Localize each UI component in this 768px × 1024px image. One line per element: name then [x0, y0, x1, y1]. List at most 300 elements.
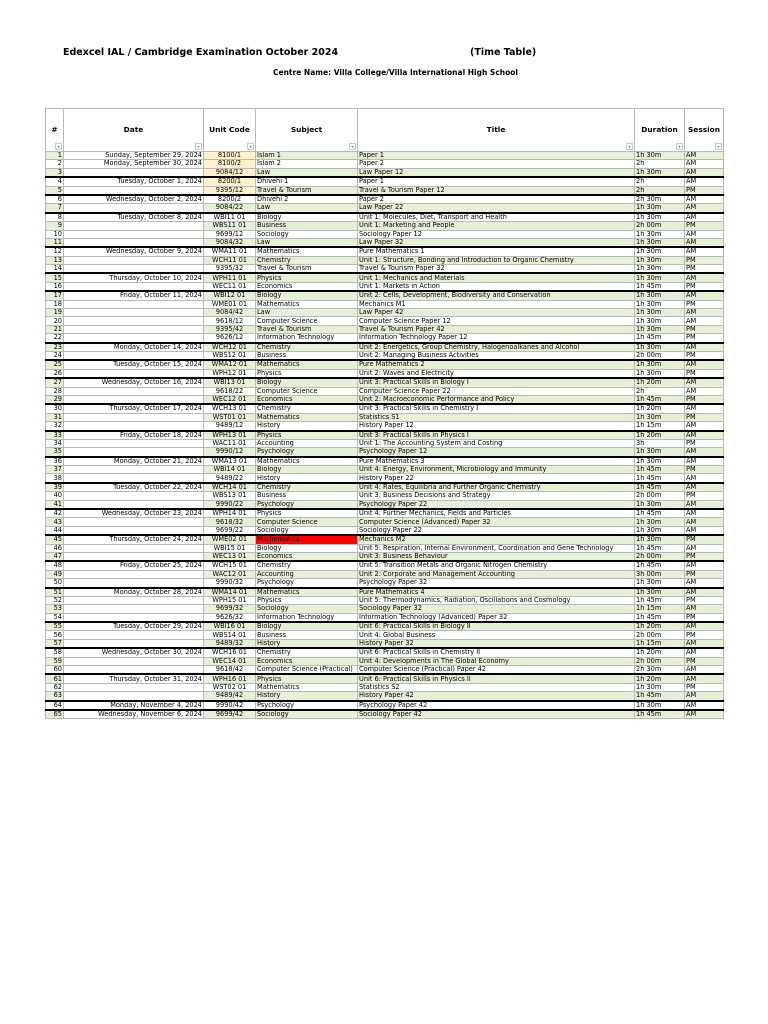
date-cell[interactable]: Wednesday, October 16, 2024	[64, 378, 204, 387]
unit-code-cell[interactable]: WBS11 01	[204, 222, 256, 230]
table-row[interactable]	[46, 466, 724, 474]
date-cell[interactable]: Tuesday, October 22, 2024	[64, 483, 204, 492]
title-cell[interactable]: Unit 4: Further Mechanics, Fields and Particles	[358, 509, 635, 518]
subject-cell[interactable]: Mathematics	[256, 457, 358, 466]
row-number-cell[interactable]: 41	[46, 500, 64, 509]
subject-cell[interactable]: Chemistry	[256, 483, 358, 492]
date-cell[interactable]	[64, 309, 204, 317]
unit-code-cell[interactable]: WPH12 01	[204, 369, 256, 378]
subject-cell[interactable]: Business	[256, 631, 358, 639]
title-cell[interactable]: Unit 3: Practical Skills in Chemistry I	[358, 404, 635, 413]
title-cell[interactable]: Unit 5: Thermodynamics, Radiation, Oscillations and Cosmology	[358, 596, 635, 604]
title-cell[interactable]: Travel & Tourism Paper 32	[358, 265, 635, 274]
unit-code-cell[interactable]: WMA11 01	[204, 247, 256, 256]
duration-cell[interactable]: 1h 30m	[635, 300, 685, 308]
duration-cell[interactable]: 1h 20m	[635, 404, 685, 413]
row-number-cell[interactable]: 20	[46, 317, 64, 325]
unit-code-cell[interactable]: WBI13 01	[204, 378, 256, 387]
date-cell[interactable]	[64, 422, 204, 431]
subject-cell[interactable]: Accounting	[256, 570, 358, 578]
unit-code-cell[interactable]: 9990/12	[204, 448, 256, 457]
table-row[interactable]	[46, 666, 724, 675]
session-cell[interactable]: AM	[685, 273, 724, 282]
table-row[interactable]	[46, 343, 724, 352]
title-cell[interactable]: Unit 6: Practical Skills in Physics II	[358, 674, 635, 683]
table-row[interactable]	[46, 186, 724, 195]
date-cell[interactable]	[64, 605, 204, 613]
date-cell[interactable]	[64, 692, 204, 701]
subject-cell[interactable]: Law	[256, 238, 358, 247]
session-cell[interactable]: AM	[685, 378, 724, 387]
date-cell[interactable]	[64, 552, 204, 561]
table-row[interactable]	[46, 692, 724, 701]
duration-cell[interactable]: 1h 30m	[635, 256, 685, 264]
subject-cell[interactable]: Sociology	[256, 230, 358, 238]
unit-code-cell[interactable]: 9084/32	[204, 238, 256, 247]
row-number-cell[interactable]: 38	[46, 474, 64, 483]
date-cell[interactable]	[64, 657, 204, 665]
subject-cell[interactable]: Biology	[256, 544, 358, 552]
subject-cell[interactable]: Islam 2	[256, 160, 358, 168]
session-cell[interactable]: PM	[685, 570, 724, 578]
title-cell[interactable]: Law Paper 22	[358, 204, 635, 213]
unit-code-cell[interactable]: 9489/32	[204, 639, 256, 648]
duration-cell[interactable]: 1h 45m	[635, 334, 685, 343]
date-cell[interactable]	[64, 204, 204, 213]
duration-cell[interactable]: 1h 45m	[635, 466, 685, 474]
duration-cell[interactable]: 2h	[635, 177, 685, 186]
date-cell[interactable]	[64, 265, 204, 274]
row-number-cell[interactable]: 1	[46, 152, 64, 160]
row-number-cell[interactable]: 25	[46, 360, 64, 369]
table-row[interactable]	[46, 300, 724, 308]
table-row[interactable]	[46, 613, 724, 622]
table-row[interactable]	[46, 596, 724, 604]
table-row[interactable]	[46, 500, 724, 509]
session-cell[interactable]: PM	[685, 535, 724, 544]
subject-cell[interactable]: Islam 1	[256, 152, 358, 160]
duration-cell[interactable]: 1h 30m	[635, 168, 685, 177]
unit-code-cell[interactable]: 9699/12	[204, 230, 256, 238]
subject-cell[interactable]: Biology	[256, 466, 358, 474]
filter-dropdown-icon[interactable]: ▾	[195, 143, 202, 150]
title-cell[interactable]: Unit 2: Macroeconomic Performance and Policy	[358, 395, 635, 404]
table-row[interactable]	[46, 177, 724, 186]
filter-dropdown-icon[interactable]: ▾	[55, 143, 62, 150]
filter-dropdown-icon[interactable]: ▾	[626, 143, 633, 150]
subject-cell[interactable]: History	[256, 692, 358, 701]
row-number-cell[interactable]: 53	[46, 605, 64, 613]
session-cell[interactable]: PM	[685, 334, 724, 343]
duration-cell[interactable]: 1h 20m	[635, 378, 685, 387]
session-cell[interactable]: PM	[685, 300, 724, 308]
table-row[interactable]	[46, 639, 724, 648]
title-cell[interactable]: Law Paper 32	[358, 238, 635, 247]
table-row[interactable]	[46, 431, 724, 440]
session-cell[interactable]: AM	[685, 474, 724, 483]
title-cell[interactable]: Information Technology Paper 12	[358, 334, 635, 343]
unit-code-cell[interactable]: 9618/22	[204, 387, 256, 395]
session-cell[interactable]: AM	[685, 247, 724, 256]
session-cell[interactable]: AM	[685, 457, 724, 466]
session-cell[interactable]: AM	[685, 204, 724, 213]
subject-cell[interactable]: Computer Science	[256, 387, 358, 395]
row-number-cell[interactable]: 7	[46, 204, 64, 213]
session-cell[interactable]: AM	[685, 431, 724, 440]
col-header-session[interactable]: Session ▾	[685, 109, 724, 152]
duration-cell[interactable]: 1h 30m	[635, 317, 685, 325]
unit-code-cell[interactable]: 9990/32	[204, 579, 256, 588]
duration-cell[interactable]: 2h 00m	[635, 631, 685, 639]
duration-cell[interactable]: 1h 45m	[635, 483, 685, 492]
session-cell[interactable]: PM	[685, 282, 724, 291]
table-row[interactable]	[46, 238, 724, 247]
duration-cell[interactable]: 1h 30m	[635, 343, 685, 352]
duration-cell[interactable]: 1h 45m	[635, 692, 685, 701]
date-cell[interactable]: Tuesday, October 29, 2024	[64, 622, 204, 631]
table-row[interactable]	[46, 509, 724, 518]
session-cell[interactable]: PM	[685, 395, 724, 404]
unit-code-cell[interactable]: 9489/12	[204, 422, 256, 431]
subject-cell[interactable]: Chemistry	[256, 256, 358, 264]
row-number-cell[interactable]: 6	[46, 195, 64, 204]
title-cell[interactable]: Pure Mathematics 4	[358, 588, 635, 597]
title-cell[interactable]: Psychology Paper 22	[358, 500, 635, 509]
session-cell[interactable]: AM	[685, 639, 724, 648]
subject-cell[interactable]: Mathematics	[256, 413, 358, 421]
date-cell[interactable]	[64, 596, 204, 604]
table-row[interactable]	[46, 204, 724, 213]
title-cell[interactable]: Paper 2	[358, 195, 635, 204]
unit-code-cell[interactable]: 8200/1	[204, 177, 256, 186]
title-cell[interactable]: Pure Mathematics 2	[358, 360, 635, 369]
title-cell[interactable]: History Paper 22	[358, 474, 635, 483]
date-cell[interactable]	[64, 413, 204, 421]
col-header-subject[interactable]: Subject ▾	[256, 109, 358, 152]
unit-code-cell[interactable]: WME02 01	[204, 535, 256, 544]
date-cell[interactable]	[64, 395, 204, 404]
table-row[interactable]	[46, 387, 724, 395]
table-row[interactable]	[46, 683, 724, 691]
row-number-cell[interactable]: 2	[46, 160, 64, 168]
date-cell[interactable]	[64, 500, 204, 509]
unit-code-cell[interactable]: 9395/12	[204, 186, 256, 195]
duration-cell[interactable]: 1h 45m	[635, 561, 685, 570]
date-cell[interactable]	[64, 282, 204, 291]
table-row[interactable]	[46, 483, 724, 492]
col-header-duration[interactable]: Duration ▾	[635, 109, 685, 152]
title-cell[interactable]: Psychology Paper 12	[358, 448, 635, 457]
date-cell[interactable]	[64, 570, 204, 578]
row-number-cell[interactable]: 61	[46, 674, 64, 683]
title-cell[interactable]: Mechanics M1	[358, 300, 635, 308]
date-cell[interactable]: Thursday, October 31, 2024	[64, 674, 204, 683]
session-cell[interactable]: AM	[685, 195, 724, 204]
title-cell[interactable]: Computer Science (Advanced) Paper 32	[358, 518, 635, 526]
title-cell[interactable]: Unit 4: Global Business	[358, 631, 635, 639]
unit-code-cell[interactable]: WAC12 01	[204, 570, 256, 578]
duration-cell[interactable]: 2h 00m	[635, 492, 685, 500]
title-cell[interactable]: Pure Mathematics 3	[358, 457, 635, 466]
table-row[interactable]	[46, 291, 724, 300]
duration-cell[interactable]: 1h 45m	[635, 544, 685, 552]
row-number-cell[interactable]: 49	[46, 570, 64, 578]
table-row[interactable]	[46, 648, 724, 657]
date-cell[interactable]	[64, 238, 204, 247]
row-number-cell[interactable]: 11	[46, 238, 64, 247]
date-cell[interactable]: Monday, October 14, 2024	[64, 343, 204, 352]
unit-code-cell[interactable]: WAC11 01	[204, 439, 256, 447]
table-row[interactable]	[46, 457, 724, 466]
table-row[interactable]	[46, 351, 724, 360]
date-cell[interactable]	[64, 186, 204, 195]
unit-code-cell[interactable]: 9395/32	[204, 265, 256, 274]
title-cell[interactable]: Unit 2: Cells, Development, Biodiversity and Conservation	[358, 291, 635, 300]
unit-code-cell[interactable]: WMA12 01	[204, 360, 256, 369]
title-cell[interactable]: Unit 1: Markets in Action	[358, 282, 635, 291]
table-row[interactable]	[46, 282, 724, 291]
unit-code-cell[interactable]: 9395/42	[204, 325, 256, 333]
title-cell[interactable]: Pure Mathematics 1	[358, 247, 635, 256]
row-number-cell[interactable]: 4	[46, 177, 64, 186]
session-cell[interactable]: PM	[685, 256, 724, 264]
date-cell[interactable]: Tuesday, October 1, 2024	[64, 177, 204, 186]
title-cell[interactable]: Unit 1: Molecules, Diet, Transport and Health	[358, 213, 635, 222]
duration-cell[interactable]: 1h 30m	[635, 500, 685, 509]
table-row[interactable]	[46, 152, 724, 160]
unit-code-cell[interactable]: WBI12 01	[204, 291, 256, 300]
table-row[interactable]	[46, 256, 724, 264]
duration-cell[interactable]: 1h 30m	[635, 247, 685, 256]
duration-cell[interactable]: 3h	[635, 439, 685, 447]
date-cell[interactable]: Thursday, October 24, 2024	[64, 535, 204, 544]
table-row[interactable]	[46, 518, 724, 526]
title-cell[interactable]: Information Technology (Advanced) Paper 32	[358, 613, 635, 622]
table-row[interactable]	[46, 570, 724, 578]
unit-code-cell[interactable]: 9699/22	[204, 526, 256, 535]
unit-code-cell[interactable]: 9084/42	[204, 309, 256, 317]
date-cell[interactable]	[64, 518, 204, 526]
subject-cell[interactable]: Psychology	[256, 500, 358, 509]
row-number-cell[interactable]: 30	[46, 404, 64, 413]
subject-cell[interactable]: Dhivehi 2	[256, 195, 358, 204]
row-number-cell[interactable]: 43	[46, 518, 64, 526]
unit-code-cell[interactable]: WPH14 01	[204, 509, 256, 518]
table-row[interactable]	[46, 422, 724, 431]
row-number-cell[interactable]: 57	[46, 639, 64, 648]
duration-cell[interactable]: 1h 30m	[635, 360, 685, 369]
unit-code-cell[interactable]: WEC11 01	[204, 282, 256, 291]
row-number-cell[interactable]: 19	[46, 309, 64, 317]
duration-cell[interactable]: 2h 30m	[635, 195, 685, 204]
subject-cell[interactable]: Physics	[256, 596, 358, 604]
date-cell[interactable]: Monday, October 28, 2024	[64, 588, 204, 597]
duration-cell[interactable]: 1h 30m	[635, 535, 685, 544]
subject-cell[interactable]: Psychology	[256, 579, 358, 588]
title-cell[interactable]: Unit 5: Transition Metals and Organic Nitrogen Chemistry	[358, 561, 635, 570]
row-number-cell[interactable]: 28	[46, 387, 64, 395]
title-cell[interactable]: Statistics S1	[358, 413, 635, 421]
subject-cell[interactable]: Physics	[256, 509, 358, 518]
table-row[interactable]	[46, 247, 724, 256]
unit-code-cell[interactable]: 8100/2	[204, 160, 256, 168]
date-cell[interactable]	[64, 369, 204, 378]
row-number-cell[interactable]: 14	[46, 265, 64, 274]
session-cell[interactable]: AM	[685, 177, 724, 186]
subject-cell[interactable]: Travel & Tourism	[256, 325, 358, 333]
title-cell[interactable]: History Paper 32	[358, 639, 635, 648]
table-row[interactable]	[46, 160, 724, 168]
subject-cell[interactable]: Psychology	[256, 448, 358, 457]
unit-code-cell[interactable]: WBS12 01	[204, 351, 256, 360]
session-cell[interactable]: AM	[685, 588, 724, 597]
row-number-cell[interactable]: 16	[46, 282, 64, 291]
subject-cell[interactable]: Law	[256, 204, 358, 213]
title-cell[interactable]: Unit 1: Structure, Bonding and Introduction to Organic Chemistry	[358, 256, 635, 264]
unit-code-cell[interactable]: 9489/22	[204, 474, 256, 483]
subject-cell[interactable]: Business	[256, 222, 358, 230]
session-cell[interactable]: PM	[685, 351, 724, 360]
date-cell[interactable]	[64, 300, 204, 308]
col-header-date[interactable]: Date ▾	[64, 109, 204, 152]
title-cell[interactable]: Travel & Tourism Paper 12	[358, 186, 635, 195]
subject-cell[interactable]: Biology	[256, 622, 358, 631]
duration-cell[interactable]: 1h 30m	[635, 204, 685, 213]
table-row[interactable]	[46, 544, 724, 552]
duration-cell[interactable]: 1h 30m	[635, 325, 685, 333]
session-cell[interactable]: AM	[685, 404, 724, 413]
subject-cell[interactable]: Travel & Tourism	[256, 186, 358, 195]
subject-cell[interactable]: Information Technology	[256, 334, 358, 343]
date-cell[interactable]	[64, 256, 204, 264]
row-number-cell[interactable]: 42	[46, 509, 64, 518]
row-number-cell[interactable]: 32	[46, 422, 64, 431]
row-number-cell[interactable]: 63	[46, 692, 64, 701]
duration-cell[interactable]: 1h 45m	[635, 509, 685, 518]
duration-cell[interactable]: 1h 20m	[635, 674, 685, 683]
title-cell[interactable]: Psychology Paper 32	[358, 579, 635, 588]
duration-cell[interactable]: 1h 30m	[635, 683, 685, 691]
subject-cell[interactable]: Biology	[256, 291, 358, 300]
duration-cell[interactable]: 2h 00m	[635, 552, 685, 561]
table-row[interactable]	[46, 273, 724, 282]
title-cell[interactable]: Unit 6: Practical Skills in Chemistry II	[358, 648, 635, 657]
title-cell[interactable]: Unit 4: Rates, Equilibria and Further Organic Chemistry	[358, 483, 635, 492]
title-cell[interactable]: Unit 2: Corporate and Management Accounting	[358, 570, 635, 578]
unit-code-cell[interactable]: WEC13 01	[204, 552, 256, 561]
duration-cell[interactable]: 1h 30m	[635, 230, 685, 238]
table-row[interactable]	[46, 631, 724, 639]
subject-cell[interactable]: Economics	[256, 657, 358, 665]
unit-code-cell[interactable]: WPH11 01	[204, 273, 256, 282]
session-cell[interactable]: AM	[685, 230, 724, 238]
session-cell[interactable]: AM	[685, 605, 724, 613]
session-cell[interactable]: PM	[685, 186, 724, 195]
table-row[interactable]	[46, 657, 724, 665]
table-row[interactable]	[46, 535, 724, 544]
duration-cell[interactable]: 1h 30m	[635, 291, 685, 300]
table-row[interactable]	[46, 317, 724, 325]
row-number-cell[interactable]: 5	[46, 186, 64, 195]
title-cell[interactable]: Unit 3: Practical Skills in Physics I	[358, 431, 635, 440]
duration-cell[interactable]: 1h 30m	[635, 413, 685, 421]
session-cell[interactable]: AM	[685, 291, 724, 300]
duration-cell[interactable]: 1h 30m	[635, 273, 685, 282]
title-cell[interactable]: History Paper 42	[358, 692, 635, 701]
duration-cell[interactable]: 2h 00m	[635, 222, 685, 230]
session-cell[interactable]: PM	[685, 413, 724, 421]
row-number-cell[interactable]: 37	[46, 466, 64, 474]
date-cell[interactable]: Wednesday, October 30, 2024	[64, 648, 204, 657]
unit-code-cell[interactable]: 9084/22	[204, 204, 256, 213]
title-cell[interactable]: Unit 1: Mechanics and Materials	[358, 273, 635, 282]
date-cell[interactable]	[64, 683, 204, 691]
subject-cell[interactable]: Computer Science (Practical)	[256, 666, 358, 675]
unit-code-cell[interactable]: WCH14 01	[204, 483, 256, 492]
table-row[interactable]	[46, 526, 724, 535]
table-row[interactable]	[46, 309, 724, 317]
subject-cell[interactable]: Sociology	[256, 605, 358, 613]
duration-cell[interactable]: 2h	[635, 186, 685, 195]
session-cell[interactable]: PM	[685, 613, 724, 622]
row-number-cell[interactable]: 22	[46, 334, 64, 343]
session-cell[interactable]: PM	[685, 265, 724, 274]
table-row[interactable]	[46, 701, 724, 710]
table-row[interactable]	[46, 588, 724, 597]
session-cell[interactable]: PM	[685, 325, 724, 333]
table-row[interactable]	[46, 369, 724, 378]
date-cell[interactable]	[64, 230, 204, 238]
duration-cell[interactable]: 1h 30m	[635, 588, 685, 597]
duration-cell[interactable]: 1h 20m	[635, 622, 685, 631]
unit-code-cell[interactable]: WEC12 01	[204, 395, 256, 404]
row-number-cell[interactable]: 45	[46, 535, 64, 544]
row-number-cell[interactable]: 24	[46, 351, 64, 360]
subject-cell[interactable]: Biology	[256, 213, 358, 222]
title-cell[interactable]: Unit 2: Energetics, Group Chemistry, Halogenoalkanes and Alcohol	[358, 343, 635, 352]
subject-cell[interactable]: History	[256, 474, 358, 483]
unit-code-cell[interactable]: WST01 01	[204, 413, 256, 421]
session-cell[interactable]: AM	[685, 518, 724, 526]
table-row[interactable]	[46, 334, 724, 343]
date-cell[interactable]: Monday, September 30, 2024	[64, 160, 204, 168]
row-number-cell[interactable]: 54	[46, 613, 64, 622]
session-cell[interactable]: AM	[685, 422, 724, 431]
row-number-cell[interactable]: 58	[46, 648, 64, 657]
session-cell[interactable]: PM	[685, 466, 724, 474]
row-number-cell[interactable]: 44	[46, 526, 64, 535]
subject-cell[interactable]: Physics	[256, 674, 358, 683]
duration-cell[interactable]: 1h 30m	[635, 309, 685, 317]
subject-cell[interactable]: History	[256, 422, 358, 431]
title-cell[interactable]: Travel & Tourism Paper 42	[358, 325, 635, 333]
unit-code-cell[interactable]: WBI14 01	[204, 466, 256, 474]
date-cell[interactable]	[64, 666, 204, 675]
session-cell[interactable]: AM	[685, 666, 724, 675]
row-number-cell[interactable]: 50	[46, 579, 64, 588]
session-cell[interactable]: AM	[685, 360, 724, 369]
col-header-number[interactable]: # ▾	[46, 109, 64, 152]
unit-code-cell[interactable]: WBS14 01	[204, 631, 256, 639]
table-row[interactable]	[46, 561, 724, 570]
date-cell[interactable]	[64, 613, 204, 622]
table-row[interactable]	[46, 710, 724, 719]
title-cell[interactable]: Unit 2: Managing Business Activities	[358, 351, 635, 360]
session-cell[interactable]: AM	[685, 309, 724, 317]
duration-cell[interactable]: 1h 30m	[635, 213, 685, 222]
subject-cell[interactable]: Mathematics	[256, 683, 358, 691]
session-cell[interactable]: AM	[685, 448, 724, 457]
